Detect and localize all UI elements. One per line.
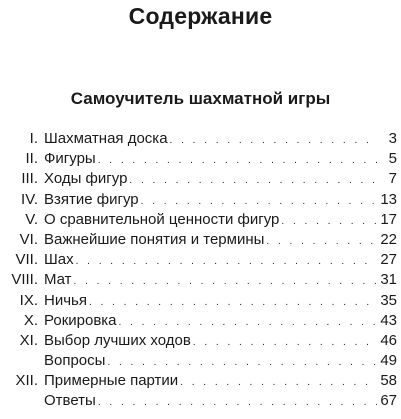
toc-entry <box>4 391 397 411</box>
toc-entry-number: V. <box>25 210 38 228</box>
toc-entry-number: IX. <box>19 291 38 309</box>
toc-entry-title: Важнейшие понятия и термины <box>44 230 265 248</box>
section-title: Самоучитель шахматной игры <box>70 89 331 108</box>
toc-entry-title: Выбор лучших ходов <box>44 331 191 349</box>
dot-leader <box>170 131 378 151</box>
toc-entry <box>4 351 397 371</box>
dot-leader <box>281 212 377 232</box>
toc-entry-title: Взятие фигур <box>44 190 139 208</box>
dot-leader <box>107 353 377 373</box>
toc-entry <box>4 250 397 270</box>
toc-entry <box>4 190 397 210</box>
page-title: Содержание <box>128 3 273 29</box>
toc-entry-number: VIII. <box>11 271 38 289</box>
dot-leader <box>89 293 377 313</box>
toc-entry-number: VII. <box>15 251 38 269</box>
toc-entry-number: II. <box>25 150 38 168</box>
dot-leader <box>180 373 377 393</box>
toc-entry-title: Мат <box>44 271 72 289</box>
toc-entry-page: 67 <box>380 392 397 410</box>
toc-entry <box>4 149 397 169</box>
toc-entry <box>4 230 397 250</box>
toc-entry <box>4 169 397 189</box>
toc-entry <box>4 210 397 230</box>
toc-entry-title: О сравнительной ценности фигур <box>44 210 280 228</box>
dot-leader <box>119 313 378 333</box>
toc-entry-title: Ответы <box>44 392 96 410</box>
toc-entry-title: Примерные партии <box>44 372 179 390</box>
toc-entry <box>4 291 397 311</box>
toc-entry-page: 7 <box>388 170 397 188</box>
toc-entry-number: I. <box>29 130 38 147</box>
toc-entry-title: Ходы фигур <box>44 170 128 188</box>
toc-entry-number: XI. <box>19 331 38 349</box>
dot-leader <box>76 252 378 272</box>
toc-entry-number: VI. <box>19 230 38 248</box>
toc-entry-page: 49 <box>380 352 397 370</box>
toc-entry-page: 27 <box>380 251 397 269</box>
toc-entry <box>4 270 397 290</box>
toc-entry-number: X. <box>23 311 38 329</box>
dot-leader <box>98 393 377 413</box>
toc-entry-page: 22 <box>380 230 397 248</box>
toc-entry-title: Ничья <box>44 291 87 309</box>
toc-entry <box>4 371 397 391</box>
toc-entry <box>4 311 397 331</box>
toc-entry-title: Шахматная доска <box>44 130 168 147</box>
dot-leader <box>141 192 378 212</box>
toc-entry-number: IV. <box>21 190 38 208</box>
dot-leader <box>129 171 378 191</box>
toc-entry-page: 5 <box>388 150 397 168</box>
toc-entry-page: 31 <box>380 271 397 289</box>
toc-entry-title: Шах <box>44 251 74 269</box>
dot-leader <box>98 151 378 171</box>
toc-entry-page: 46 <box>380 331 397 349</box>
toc-entry-title: Рокировка <box>44 311 117 329</box>
toc-entry-number: XII. <box>15 372 38 390</box>
toc-entry-page: 13 <box>380 190 397 208</box>
toc-entry-page: 43 <box>380 311 397 329</box>
dot-leader <box>266 232 377 252</box>
dot-leader <box>74 272 378 292</box>
toc-entry-page: 17 <box>380 210 397 228</box>
table-of-contents <box>4 129 397 412</box>
toc-entry-title: Вопросы <box>44 352 106 370</box>
toc-entry-title: Фигуры <box>44 150 96 168</box>
toc-entry <box>4 331 397 351</box>
toc-entry-page: 35 <box>380 291 397 309</box>
toc-entry-page: 3 <box>388 130 397 147</box>
dot-leader <box>193 333 378 353</box>
toc-entry-page: 58 <box>380 372 397 390</box>
toc-entry-number: III. <box>21 170 38 188</box>
toc-entry <box>4 129 397 149</box>
